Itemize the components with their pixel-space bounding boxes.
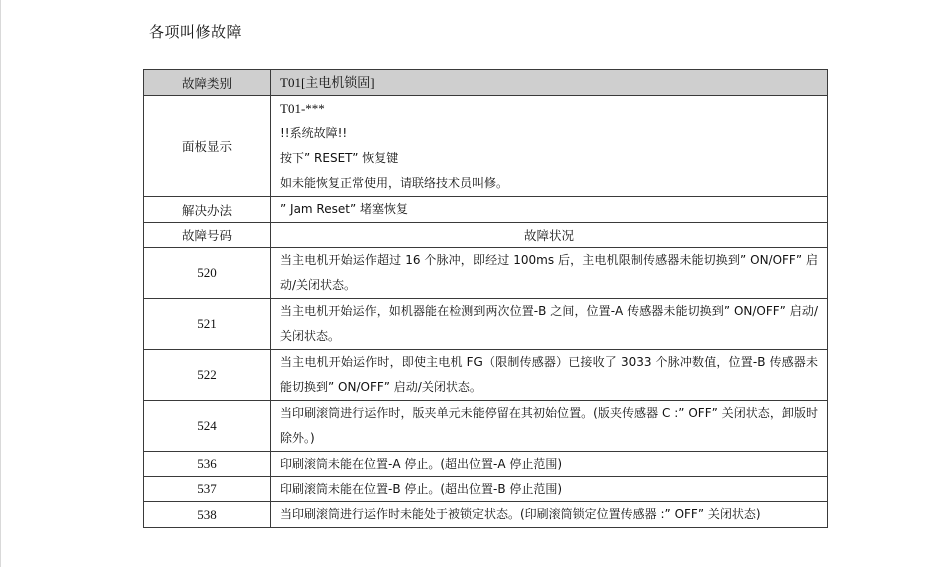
fault-code: 537 [144, 477, 271, 502]
panel-line: !!系统故障!! [280, 126, 348, 140]
status-column-header: 故障状况 [271, 223, 828, 248]
table-row [144, 299, 828, 350]
fault-code: 521 [144, 299, 271, 350]
fault-code: 536 [144, 452, 271, 477]
panel-line: 按下” RESET” 恢复键 [280, 151, 399, 165]
solution-row [144, 197, 828, 223]
table-row [144, 248, 828, 299]
panel-line: T01-*** [280, 101, 325, 116]
page-title: 各项叫修故障 [149, 23, 243, 41]
table-row [144, 350, 828, 401]
table-row [144, 477, 828, 502]
fault-category-row [144, 70, 828, 96]
fault-description: 当主电机开始运作超过 16 个脉冲，即经过 100ms 后，主电机限制传感器未能切换到” ON/OFF” 启动/关闭状态。 [271, 248, 828, 299]
panel-display-value [271, 96, 828, 197]
table-row [144, 452, 828, 477]
fault-category-label: 故障类别 [144, 70, 271, 96]
fault-description: 当主电机开始运作，如机器能在检测到两次位置-B 之间，位置-A 传感器未能切换到” ON/OFF” 启动/关闭状态。 [271, 299, 828, 350]
fault-description: 当印刷滚筒进行运作时，版夹单元未能停留在其初始位置。(版夹传感器 C :” OFF” 关闭状态，卸版时除外。) [271, 401, 828, 452]
page-left-border [0, 0, 1, 567]
fault-code: 520 [144, 248, 271, 299]
fault-description: 当主电机开始运作时，即使主电机 FG（限制传感器）已接收了 3033 个脉冲数值，位置-B 传感器未能切换到” ON/OFF” 启动/关闭状态。 [271, 350, 828, 401]
panel-display-row [144, 96, 828, 197]
code-column-header: 故障号码 [144, 223, 271, 248]
fault-description: 当印刷滚筒进行运作时未能处于被锁定状态。(印刷滚筒锁定位置传感器 :” OFF” 关闭状态) [271, 502, 828, 528]
fault-description: 印刷滚筒未能在位置-A 停止。(超出位置-A 停止范围) [271, 452, 828, 477]
table-row [144, 502, 828, 528]
table-row [144, 401, 828, 452]
panel-line: 如未能恢复正常使用，请联络技术员叫修。 [280, 176, 509, 190]
panel-display-label: 面板显示 [144, 96, 271, 197]
solution-label: 解决办法 [144, 197, 271, 223]
fault-code: 524 [144, 401, 271, 452]
fault-code: 522 [144, 350, 271, 401]
column-header-row [144, 223, 828, 248]
fault-code: 538 [144, 502, 271, 528]
solution-value: ” Jam Reset” 堵塞恢复 [271, 197, 828, 223]
fault-category-value: T01[主电机锁固] [271, 70, 828, 96]
fault-description: 印刷滚筒未能在位置-B 停止。(超出位置-B 停止范围) [271, 477, 828, 502]
fault-table [143, 69, 828, 528]
